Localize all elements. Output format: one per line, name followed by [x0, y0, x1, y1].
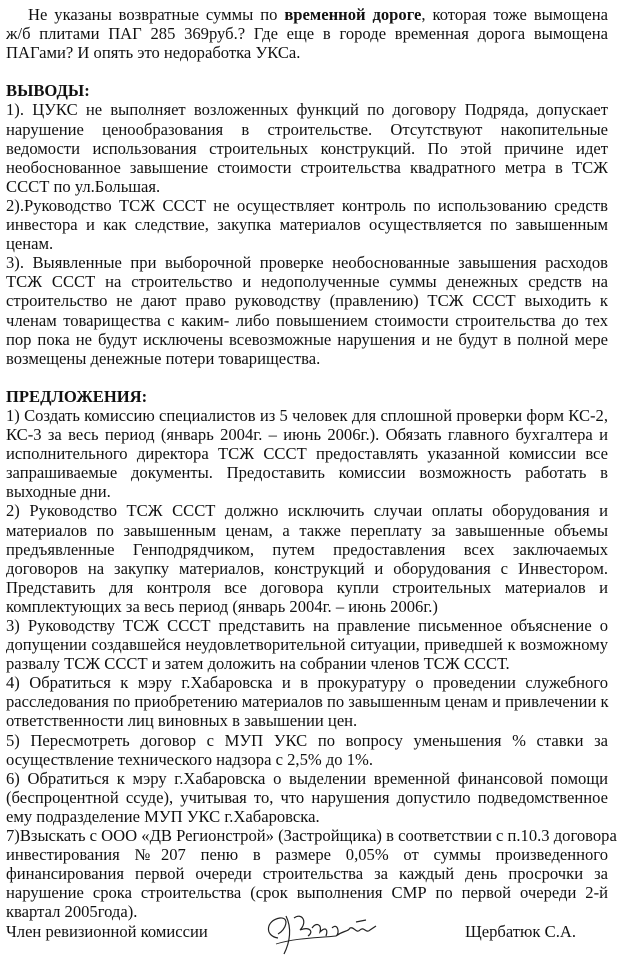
text-line: нарушение срока строительства (срок выполнения СМР по первой очереди 2-й	[6, 883, 608, 903]
handwritten-signature	[256, 908, 406, 958]
text-line: инвестора и как следствие, закупка материалов осуществляется по завышенным	[6, 215, 608, 235]
text-line: 3). Выявленные при выборочной проверке необоснованные завышения расходов	[6, 253, 608, 273]
conclusions-item	[6, 253, 608, 368]
conclusions-item	[6, 196, 608, 253]
text-line: комплектующих за весь период (январь 2004г. – июнь 2006г.)	[6, 596, 438, 616]
text-line: ТСЖ СССТ на строительство и недополученные суммы денежных средств на	[6, 272, 608, 292]
proposals-item	[6, 406, 608, 501]
text-line: пор пока не будут исключены всевозможные нарушения и не будут в полной мере	[6, 329, 608, 349]
text-line: ж/б плитами ПАГ 285 369руб.? Где еще в городе временная дорога вымощена	[6, 24, 608, 44]
signer-role: Член ревизионной комиссии	[6, 921, 208, 941]
text-line: финансирования первой очереди строительства за каждый день просрочки за	[6, 864, 608, 884]
text-line: (беспроцентной ссуде), учитывая то, что нарушения допустило подведомственное	[6, 787, 608, 807]
text-line: запрашиваемые документы. Предоставить комиссии возможность работать в	[6, 463, 608, 483]
text-line: необоснованное завышение стоимости строительства квадратного метра в ТСЖ	[6, 157, 608, 177]
text-line: исполнительного директора ТСЖ СССТ предоставлять указанной комиссии все	[6, 444, 608, 464]
text-line: 6) Обратиться к мэру г.Хабаровска о выделении временной финансовой помощи	[6, 768, 608, 788]
intro-paragraph	[6, 24, 608, 62]
proposals-item	[6, 731, 608, 769]
text-line: 5) Пересмотреть договор с МУП УКС по вопросу уменьшения % ставки за	[6, 730, 608, 750]
proposals-list	[6, 405, 617, 922]
text-line: Представить для контроля все договора купли строительных материалов и	[6, 577, 608, 597]
text-line: 2) Руководство ТСЖ СССТ должно исключить случаи оплаты оборудования и	[6, 501, 608, 521]
text-line: возмещены денежные потери товарищества.	[6, 348, 321, 368]
text-line: 7)Взыскать с ООО «ДВ Регионстрой» (Застройщика) в соответствии с п.10.3 договора	[6, 826, 617, 846]
text-line: 4) Обратиться к мэру г.Хабаровска и в прокуратуру о проведении служебного	[6, 673, 608, 693]
text-line: 2).Руководство ТСЖ СССТ не осуществляет контроль по использованию средств	[6, 195, 608, 215]
proposals-item	[6, 769, 608, 826]
text: , которая тоже вымощена	[421, 5, 608, 24]
text-line: допущении создавшейся неудовлетворительной ситуации, приведшей к возможному	[6, 635, 608, 655]
text-line: ему подразделение МУП УКС г.Хабаровска.	[6, 806, 320, 826]
intro-line	[6, 5, 608, 24]
proposals-item	[6, 673, 608, 730]
text-line: ценам.	[6, 234, 54, 254]
text-line: 3) Руководству ТСЖ СССТ представить на правление письменное объяснение о	[6, 616, 608, 635]
text-line: инвестирования №207 пеню в размере 0,05% от суммы произведенного	[6, 845, 608, 865]
signer-name: Щербатюк С.А.	[465, 921, 576, 941]
conclusions-heading: ВЫВОДЫ:	[6, 81, 90, 101]
proposals-heading: ПРЕДЛОЖЕНИЯ:	[6, 386, 148, 406]
document	[6, 5, 617, 941]
text-line: 1) Создать комиссию специалистов из 5 человек для сплошной проверки форм КС-2,	[6, 405, 608, 425]
proposals-item	[6, 501, 608, 616]
text-line: материалов по завышенным ценам, а также переплату за завышенные объемы	[6, 520, 608, 540]
signature-block	[6, 922, 608, 941]
text-line: выходные дни.	[6, 482, 111, 502]
text-line: квартал 2005года).	[6, 902, 138, 922]
text: Не указаны возвратные суммы по	[28, 5, 285, 24]
text-line: членам товарищества с каким- либо повышением стоимости строительства до тех	[6, 310, 608, 330]
bold-text: временной дороге	[284, 5, 422, 24]
text-line: 1). ЦУКС не выполняет возложенных функций по договору Подряда, допускает	[6, 100, 608, 120]
conclusions-item	[6, 100, 608, 195]
text-line: СССТ по ул.Большая.	[6, 176, 161, 196]
text-line: ПАГами? И опять это недоработка УКСа.	[6, 43, 301, 63]
text-line: нарушение ценообразования в строительстве. Отсутствуют накопительные	[6, 119, 608, 139]
text-line: осуществление технического надзора с 2,5% до 1%.	[6, 749, 373, 769]
text-line: развалу ТСЖ СССТ и затем доложить на собрании членов ТСЖ СССТ.	[6, 654, 510, 674]
text-line: ведомости использования строительных конструкций. По этой причине идет	[6, 138, 608, 158]
text-line: предъявленные Генподрядчиком, путем предоставления всех заключаемых	[6, 539, 608, 559]
conclusions-list	[6, 100, 608, 367]
text-line: ответственности лиц виновных в завышении цен.	[6, 711, 358, 731]
text-line: договоров на закупку материалов, конструкций и оборудования с Инвестором.	[6, 558, 608, 578]
proposals-item	[6, 616, 608, 673]
text-line: КС-3 за весь период (январь 2004г. – июнь 2006г.). Обязать главного бухгалтера и	[6, 425, 608, 445]
text-line: строительство не дают право руководству (правлению) ТСЖ СССТ выходить к	[6, 291, 608, 311]
text-line: расследования по приобретению материалов по завышенным ценам и привлечении к	[6, 692, 609, 712]
